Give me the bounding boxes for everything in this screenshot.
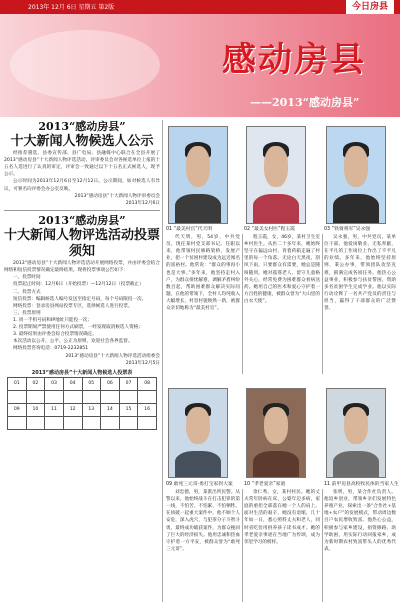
candidate-photo <box>168 388 228 478</box>
article2-para: 投票起止时间：12月6日（开始投票）—12月12日（投票截止） <box>13 282 144 288</box>
left-column <box>4 120 160 602</box>
masthead-logo: 今日房县 <box>346 0 394 14</box>
banner-title: 感动房县 <box>222 40 366 80</box>
article2-sign: 2013“感动房县”十大新闻人物评选活动组委会 <box>65 353 160 359</box>
column-divider <box>242 489 243 602</box>
article2-para: 三、投票原则 <box>13 310 41 316</box>
column-divider <box>162 120 163 602</box>
table-row: 09 10 11 12 13 14 15 16 <box>8 403 157 416</box>
candidate-photo <box>246 126 306 224</box>
article2-date: 2013年12月5日 <box>125 360 160 366</box>
candidate-caption: 03 “铁骑将军”吴永强 <box>324 227 371 232</box>
article1-headline: 2013“感动房县” 十大新闻人物候选人公示 <box>10 120 154 149</box>
candidate-caption: 02 “最美女村医”程玉霞 <box>244 227 295 232</box>
candidate-bio: 张明，男，某合作社负责人。他返乡创业，带领乡亲们发展特色养殖产业，探索出一条“合作社+基地+农户”的发展模式，带动周边数百户农民增收致富。他热心公益，积极参与家乡建设，捐资修路、助学助困，用实际行动回报家乡，成为新时期农村致富带头人的优秀代表。 <box>324 490 396 552</box>
candidate-photo <box>168 126 228 224</box>
candidate-caption: 01 “最美村官”代天明 <box>166 227 213 232</box>
column-divider <box>322 234 323 374</box>
candidate-photo <box>326 388 386 478</box>
table-row: 01 02 03 04 05 06 07 08 <box>8 377 157 390</box>
column-divider <box>322 489 323 602</box>
column-divider <box>242 234 243 374</box>
candidate-bio: 余仁秀，女，某村村民。她的丈夫常年卧病在床，公婆年迈多病，家庭的重担全部落在她一个人的肩上。面对生活的艰辛，她没有退缩，几十年如一日，悉心照料丈夫和老人，同时省吃俭用供养孩子读书成才。她的孝老爱亲事迹在当地广为传颂，成为邻里学习的榜样。 <box>244 490 320 545</box>
banner-decoration <box>10 30 160 100</box>
candidate-photo <box>326 126 386 224</box>
article2-para: 短信投票：编辑候选人编号发送至指定号码，每个号码限投一次。 <box>13 296 147 302</box>
article2-para: 2013“感动房县”十大新闻人物评选活动开展网络投票，并由评委会结合网络和短信投票情况确定最终结果。现将投票事项公告如下： <box>4 261 160 274</box>
article1-date: 2013年12月6日 <box>125 200 160 206</box>
newspaper-header <box>0 0 400 14</box>
article2-para: 2. 投票期间严禁使用任何方式刷票，一经发现取消候选人资格； <box>13 325 143 331</box>
article2-para: 网络投票咨询电话：0719-2232851 <box>13 346 89 352</box>
vote-table <box>7 369 157 430</box>
article1-para: 经推荐遴选、县委宣传部、县广电局、县融媒中心联合在全县开展了2013“感动房县”十大新闻人物评选活动，评审委员会对各候选单位上报的十五名人选进行了认真的审定，评审会一致通过以下十五名正式候选人，现予公示。 <box>4 151 160 178</box>
article2-para: 本次活动以公开、公平、公正为原则，欢迎社会各界监督。 <box>13 339 133 345</box>
section-banner <box>0 14 400 117</box>
article1-para: 公示时间为2013年12月6日至12月12日。公示期间，如对候选人有异议，可署名向评委会办公室反映。 <box>4 179 160 192</box>
article2-para: 二、投票方式 <box>13 289 41 295</box>
article2-para: 一、投票时间 <box>13 275 41 281</box>
candidate-caption: 09 敢死三元哥·勇打宝家拐大案 <box>166 482 233 487</box>
banner-subtitle: ——2013“感动房县” <box>250 96 360 109</box>
date-line: 2013年 12月 6日 星期五 第2版 <box>28 4 115 11</box>
article2-para: 网络投票：登录房县网站投票专区，选择候选人进行投票。 <box>13 303 133 309</box>
table-row <box>8 390 157 403</box>
article2-para: 1. 同一手机号码和IP地址只能投一次； <box>13 318 92 323</box>
candidate-bio: 程玉霞，女，46岁，某村卫生室乡村医生。从医二十多年来，她始终坚守在偏远山村，背着药箱走遍了村里的每一个角落。无论白天黑夜、刮风下雨，只要群众有需要，她总是随叫随到。她对孤寡老人、留守儿童格外关心，经常免费为困难群众看病送药。她用自己的医术和爱心守护着一方百姓的健康，被群众誉为“大山里的白衣天使”。 <box>244 235 320 304</box>
article2-para: 3. 最终结果由评委会综合投票情况确定。 <box>13 332 97 338</box>
candidate-bio: 代天明，男，54岁，中共党员，现任某村党支部书记。任职以来，他带领村民修路架桥、发展产业，把一个贫困村建设成为远近闻名的富裕村。他常说：“群众的事再小也是大事。”多年来，他坚持走村入户，为群众排忧解难，调解矛盾纠纷数百起，帮助困难群众解决实际问题。在他的带领下，全村人均纯收入大幅增长，村容村貌焕然一新，被群众亲切地称为“最美村官”。 <box>166 235 240 312</box>
candidate-caption: 11 前甲房县高校牧民体的当家人生 <box>324 482 399 487</box>
candidate-photo <box>246 388 306 478</box>
article1-sign: 2013“感动房县”十大新闻人物评审委员会 <box>74 193 160 199</box>
table-row <box>8 416 157 429</box>
candidate-bio: 吴永强，男，中共党员，某单位干部。他爱岗敬业、无私奉献，在平凡的工作岗位上作出了不平凡的业绩。多年来，他始终坚持原则、秉公办事，带领团队攻坚克难，圆满完成各项任务。他热心公益事业，积极参与扶贫帮困，资助多名贫困学生完成学业。他以实际行动诠释了一名共产党员的责任与担当，赢得了干部群众的广泛赞誉。 <box>324 235 396 312</box>
article2-headline: 2013“感动房县” 十大新闻人物评选活动投票须知 <box>4 213 160 259</box>
candidate-bio: 刘忠德，男，某派出所民警。从警以来，他始终战斗在打击犯罪的第一线，不怕苦、不怕累、不怕牺牲。在侦破一起重大案件中，他不顾个人安危，深入虎穴，与犯罪分子斗智斗勇，最终成功破获案件，为群众挽回了巨大的经济损失。他用忠诚和热血守护着一方平安，被群众誉为“敢死三元哥”。 <box>166 490 240 552</box>
vote-table-title: 2013“感动房县”十大新闻人物候选人投票表 <box>31 369 133 376</box>
candidate-caption: 10 “孝老爱亲”家庭 <box>244 482 286 487</box>
divider <box>4 210 160 211</box>
